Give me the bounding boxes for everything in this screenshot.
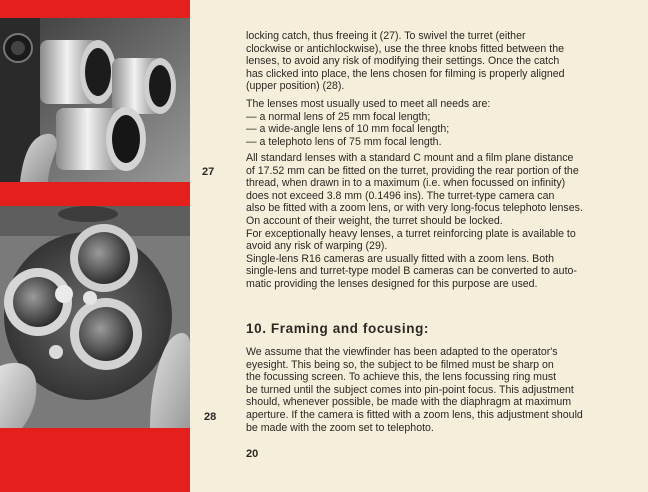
text-line: eyesight. This being so, the subject to be filmed must be sharp on <box>246 358 554 371</box>
text-line <box>246 152 620 165</box>
text-line <box>246 253 620 266</box>
text-line <box>246 202 620 215</box>
lens-wide-angle: — a wide-angle lens of 10 mm focal length; <box>246 123 450 136</box>
paragraph-framing-focusing <box>246 346 620 434</box>
figure-27-photo-turret-lenses <box>0 18 190 182</box>
lens-normal: — a normal lens of 25 mm focal length; <box>246 110 431 123</box>
paragraph-lens-list <box>246 98 620 148</box>
page-number: 20 <box>246 448 259 460</box>
text-line: the focussing screen. To achieve this, the lens focussing ring must <box>246 371 557 384</box>
text-line <box>246 215 620 228</box>
list-item <box>246 123 620 136</box>
text-line <box>246 165 620 178</box>
text-line: On account of their weight, the turret should be locked. <box>246 214 503 227</box>
red-band-middle <box>0 182 190 206</box>
text-line <box>246 68 620 81</box>
text-line <box>246 177 620 190</box>
text-line: of 17.52 mm can be fitted on the turret, providing the rear portion of the <box>246 164 579 177</box>
text-line <box>246 30 620 43</box>
text-line: does not exceed 3.8 mm (0.1496 ins). The turret-type camera can <box>246 189 555 202</box>
text-line <box>246 371 620 384</box>
text-line: We assume that the viewfinder has been adapted to the operator's <box>246 346 558 358</box>
text-line <box>246 409 620 422</box>
figure-number-27: 27 <box>202 166 215 178</box>
text-line <box>246 278 620 291</box>
text-line: be turned until the subject comes into pin-point focus. This adjustment <box>246 383 574 396</box>
text-line <box>246 422 620 435</box>
text-line: For exceptionally heavy lenses, a turret reinforcing plate is available to <box>246 227 576 240</box>
paragraph-turret-swivel <box>246 30 620 93</box>
text-line: All standard lenses with a standard C mount and a film plane distance <box>246 152 574 164</box>
text-line <box>246 265 620 278</box>
text-line <box>246 384 620 397</box>
paragraph-standard-lenses <box>246 152 620 291</box>
figure-27-illustration <box>0 18 190 182</box>
text-line <box>246 228 620 241</box>
text-line <box>246 346 620 359</box>
red-band-top <box>0 0 190 18</box>
text-line <box>246 55 620 68</box>
text-line-5: (upper position) (28). <box>246 80 345 93</box>
text-line <box>246 240 620 253</box>
lens-list-intro: The lenses most usually used to meet all needs are: <box>246 98 491 110</box>
text-line <box>246 190 620 203</box>
text-line <box>246 396 620 409</box>
text-line <box>246 80 620 93</box>
text-line <box>246 98 620 111</box>
text-line: thread, when drawn in to a maximum (i.e. when focussed on infinity) <box>246 177 566 190</box>
figure-28-illustration <box>0 206 190 428</box>
text-line-3: lenses, to avoid any risk of modifying their settings. Once the catch <box>246 55 560 68</box>
text-line: should, whenever possible, be made with the diaphragm at maximum <box>246 396 572 409</box>
list-item <box>246 136 620 149</box>
text-line-2: clockwise or antichlockwise), use the three knobs fitted between the <box>246 42 564 55</box>
figure-28-photo-turret-front <box>0 206 190 428</box>
red-band-bottom <box>0 428 190 492</box>
figure-number-28: 28 <box>204 411 217 423</box>
text-line: Single-lens R16 cameras are usually fitted with a zoom lens. Both <box>246 252 554 265</box>
text-line: single-lens and turret-type model B cameras can be converted to auto- <box>246 265 577 278</box>
text-line-1: locking catch, thus freeing it (27). To swivel the turret (either <box>246 30 526 42</box>
text-line <box>246 43 620 56</box>
text-line-4: has clicked into place, the lens chosen for filming is properly aligned <box>246 67 565 80</box>
text-line: be made with the zoom set to telephoto. <box>246 421 434 434</box>
lens-telephoto: — a telephoto lens of 75 mm focal length. <box>246 135 442 148</box>
text-line: avoid any risk of warping (29). <box>246 240 388 253</box>
text-line <box>246 359 620 372</box>
text-line: aperture. If the camera is fitted with a zoom lens, this adjustment should <box>246 408 583 421</box>
list-item <box>246 111 620 124</box>
text-line: also be fitted with a zoom lens, or with very long-focus telephoto lenses. <box>246 202 583 215</box>
text-line: matic providing the lenses designed for this purpose are used. <box>246 277 538 290</box>
section-heading: 10. Framing and focusing: <box>246 321 430 336</box>
